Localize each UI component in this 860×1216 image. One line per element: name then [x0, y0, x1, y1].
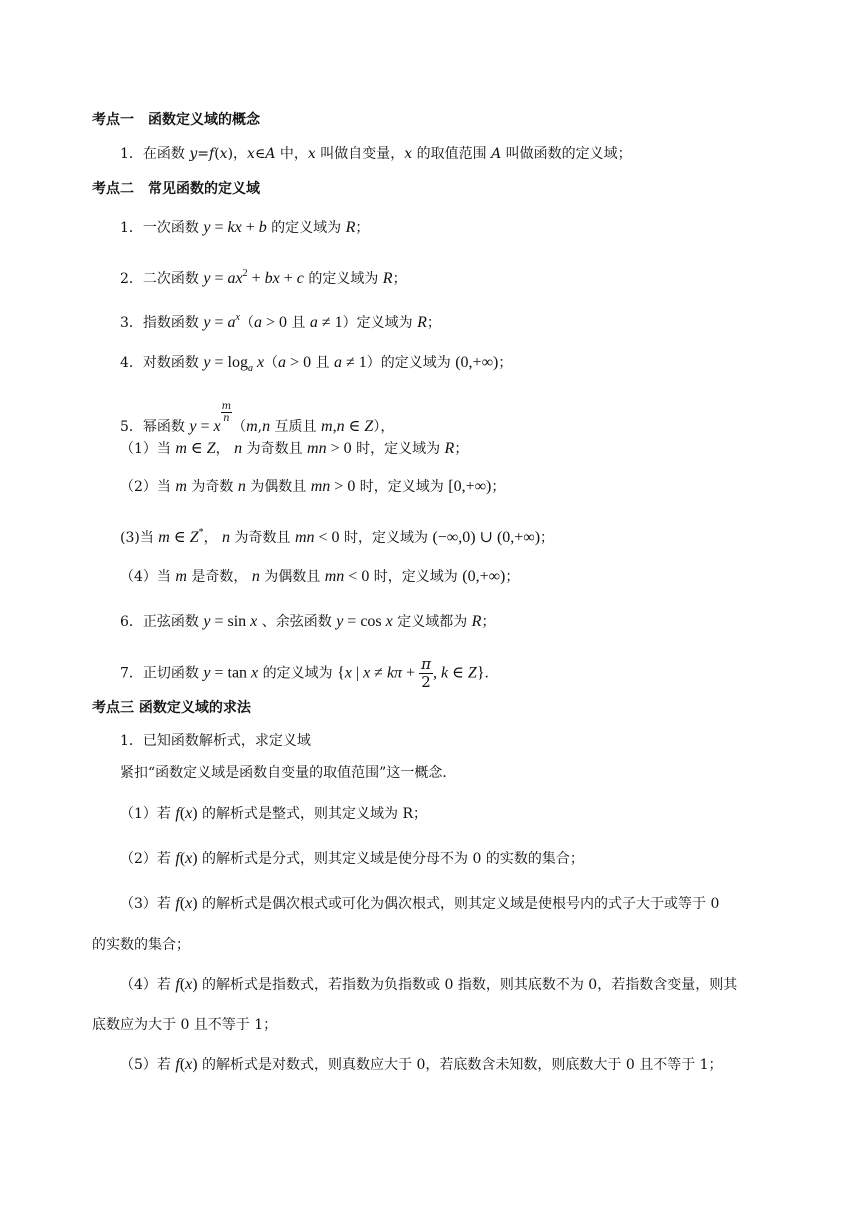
power-function-item: 5．幂函数 y = x $\frac{m}{n}$ （m,n 互质且 m,n ∈ Z）， [120, 401, 395, 435]
trig-tan-item: 7．正切函数 y = tan x 的定义域为 {x | x ≠ kπ + $\frac{\pi}{2}$ , k ∈ Z}． [120, 655, 499, 691]
rule-exponential-cont: 底数应为大于 0 且不等于 1； [92, 1017, 278, 1033]
method-1-title: 1．已知函数解析式，求定义域 [120, 733, 311, 749]
power-case-3: (3)当 m ∈ Z*， n 为奇数且 mn < 0 时，定义域为 (−∞,0) ∪ (0,+∞)； [120, 527, 555, 546]
rule-exponential: （4）若 f(x) 的解析式是指数式，若指数为负指数或 0 指数，则其底数不为 0，若指数含变量，则其 [120, 976, 738, 993]
power-case-2: （2）当 m 为奇数 n 为偶数且 mn > 0 时，定义域为 [0,+∞)； [120, 478, 506, 495]
rule-even-root-cont: 的实数的集合； [92, 937, 190, 953]
rule-even-root: （3）若 f(x) 的解析式是偶次根式或可化为偶次根式，则其定义域是使根号内的式子大于或等于 0 [120, 895, 720, 912]
linear-function-item: 1．一次函数 y = kx + b 的定义域为 R； [120, 219, 370, 236]
exponential-function-item: 3．指数函数 $y = a^x(a > 0$ 且 a ≠ 1）定义域为 R； [120, 312, 441, 331]
trig-sin-cos-item: 6．正弦函数 y = sin x 、余弦函数 y = cos x 定义域都为 R； [120, 613, 496, 630]
definition-paragraph: 1．在函数 y=f(x)，x∈A 中，x 叫做自变量，x 的取值范围 A 叫做函数的定义域； [120, 146, 632, 162]
quadratic-function-item: 2．二次函数 $y = ax^2$ + bx + c 的定义域为 R； [120, 268, 407, 287]
method-1-note: 紧扣“函数定义域是函数自变量的取值范围”这一概念． [120, 765, 457, 781]
power-case-1: （1）当 m ∈ Z， n 为奇数且 mn > 0 时，定义域为 R； [120, 440, 469, 457]
power-case-4: （4）当 m 是奇数， n 为偶数且 mn < 0 时，定义域为 (0,+∞)； [120, 568, 520, 585]
rule-polynomial: （1）若 f(x) 的解析式是整式，则其定义域为 R； [120, 805, 428, 822]
logarithmic-function-item: 4．对数函数 $y = \log_a x(a > 0$ 且 a ≠ 1）的定义域为 (0,+∞)； [120, 354, 513, 374]
rule-fraction: （2）若 f(x) 的解析式是分式，则其定义域是使分母不为 0 的实数的集合； [120, 850, 584, 867]
rule-logarithm: （5）若 f(x) 的解析式是对数式，则真数应大于 0，若底数含未知数，则底数大于 0 且不等于 1； [120, 1056, 723, 1073]
section-heading-2: 考点二 常见函数的定义域 [92, 181, 260, 197]
section-heading-1: 考点一 函数定义域的概念 [92, 112, 260, 128]
section-heading-3: 考点三 函数定义域的求法 [92, 700, 251, 716]
